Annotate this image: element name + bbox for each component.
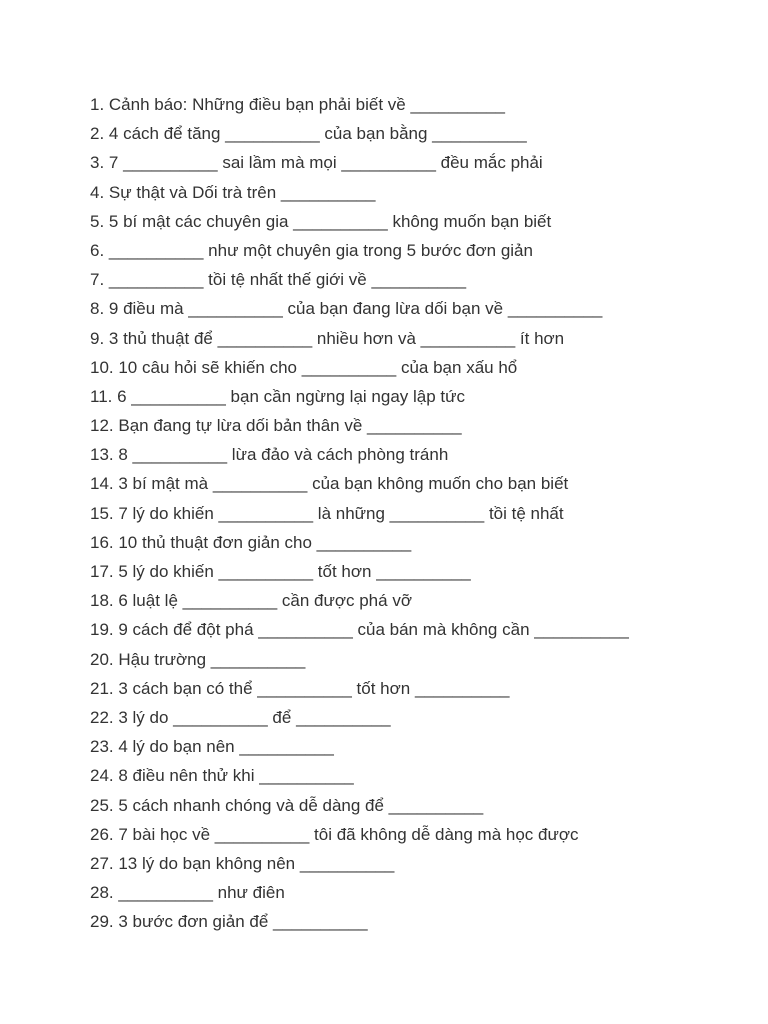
list-item: 21. 3 cách bạn có thể __________ tốt hơn __________	[90, 678, 510, 698]
list-item: 22. 3 lý do __________ để __________	[90, 707, 391, 727]
list-item: 3. 7 __________ sai lầm mà mọi __________ đều mắc phải	[90, 153, 543, 173]
list-item: 8. 9 điều mà __________ của bạn đang lừa dối bạn về __________	[90, 299, 603, 319]
list-item: 10. 10 câu hỏi sẽ khiến cho __________ của bạn xấu hổ	[90, 357, 518, 377]
list-item: 5. 5 bí mật các chuyên gia __________ không muốn bạn biết	[90, 211, 552, 231]
list-item: 20. Hậu trường __________	[90, 649, 306, 669]
list-item: 15. 7 lý do khiến __________ là những __________ tồi tệ nhất	[90, 503, 564, 523]
list-item: 23. 4 lý do bạn nên __________	[90, 737, 334, 757]
list-item: 7. __________ tồi tệ nhất thế giới về __________	[90, 270, 467, 290]
list-item: 27. 13 lý do bạn không nên __________	[90, 853, 395, 873]
list-item: 17. 5 lý do khiến __________ tốt hơn __________	[90, 562, 471, 581]
list-item: 24. 8 điều nên thử khi __________	[90, 766, 354, 786]
list-item: 14. 3 bí mật mà __________ của bạn không muốn cho bạn biết	[90, 474, 569, 494]
list-item: 19. 9 cách để đột phá __________ của bán mà không cần __________	[90, 620, 629, 640]
list-item: 1. Cảnh báo: Những điều bạn phải biết về __________	[90, 95, 505, 114]
list-item: 6. __________ như một chuyên gia trong 5 bước đơn giản	[90, 240, 533, 260]
list-item: 26. 7 bài học về __________ tôi đã không dễ dàng mà học được	[90, 824, 579, 844]
list-item: 25. 5 cách nhanh chóng và dễ dàng để __________	[90, 795, 484, 815]
list-item: 13. 8 __________ lừa đảo và cách phòng tránh	[90, 445, 449, 465]
list-item: 28. __________ như điên	[90, 883, 285, 903]
list-item: 18. 6 luật lệ __________ cần được phá vỡ	[90, 591, 412, 611]
list-item: 16. 10 thủ thuật đơn giản cho __________	[90, 532, 412, 552]
list-item: 2. 4 cách để tăng __________ của bạn bằng __________	[90, 124, 527, 144]
list-item: 29. 3 bước đơn giản để __________	[90, 912, 368, 932]
list-item: 11. 6 __________ bạn cần ngừng lại ngay lập tức	[90, 386, 466, 406]
list-item: 12. Bạn đang tự lừa dối bản thân về __________	[90, 416, 462, 436]
headline-template-list	[90, 90, 629, 936]
list-item: 4. Sự thật và Dối trà trên __________	[90, 182, 376, 202]
list-item: 9. 3 thủ thuật để __________ nhiều hơn và __________ ít hơn	[90, 328, 565, 348]
